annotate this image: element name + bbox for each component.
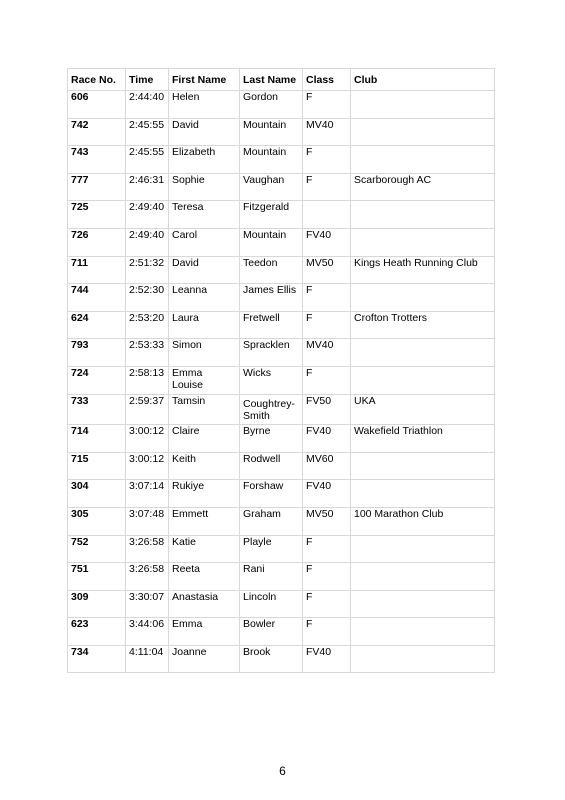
cell-first: Elizabeth	[169, 146, 240, 174]
cell-race: 715	[68, 452, 126, 480]
cell-first: Sophie	[169, 173, 240, 201]
cell-cls: FV40	[303, 425, 351, 453]
cell-time: 3:26:58	[126, 535, 169, 563]
cell-cls: FV40	[303, 480, 351, 508]
table-row	[68, 91, 495, 119]
cell-last: James Ellis	[240, 284, 303, 312]
table-row	[68, 146, 495, 174]
cell-club	[351, 563, 495, 591]
cell-last: Playle	[240, 535, 303, 563]
cell-club	[351, 146, 495, 174]
cell-first: David	[169, 256, 240, 284]
cell-first: Tamsin	[169, 394, 240, 425]
cell-club: 100 Marathon Club	[351, 507, 495, 535]
cell-cls: F	[303, 284, 351, 312]
cell-last: Bowler	[240, 618, 303, 646]
cell-time: 3:00:12	[126, 425, 169, 453]
cell-club	[351, 535, 495, 563]
cell-club: UKA	[351, 394, 495, 425]
header-first-name: First Name	[169, 69, 240, 91]
cell-race: 734	[68, 645, 126, 673]
cell-time: 2:45:55	[126, 146, 169, 174]
page-number: 6	[279, 764, 286, 778]
table-row	[68, 618, 495, 646]
cell-cls: FV40	[303, 228, 351, 256]
table-row	[68, 452, 495, 480]
cell-race: 733	[68, 394, 126, 425]
header-race-no: Race No.	[68, 69, 126, 91]
cell-club	[351, 590, 495, 618]
header-row	[68, 69, 495, 91]
cell-first: David	[169, 118, 240, 146]
cell-time: 2:53:33	[126, 339, 169, 367]
cell-last: Gordon	[240, 91, 303, 119]
cell-cls: F	[303, 146, 351, 174]
cell-time: 2:49:40	[126, 228, 169, 256]
cell-club	[351, 201, 495, 229]
cell-cls: F	[303, 311, 351, 339]
cell-race: 793	[68, 339, 126, 367]
cell-club	[351, 91, 495, 119]
cell-last: Mountain	[240, 118, 303, 146]
cell-club	[351, 452, 495, 480]
cell-first: Anastasia	[169, 590, 240, 618]
cell-first: Leanna	[169, 284, 240, 312]
cell-cls: F	[303, 91, 351, 119]
table-row	[68, 366, 495, 394]
cell-club: Crofton Trotters	[351, 311, 495, 339]
cell-last: Byrne	[240, 425, 303, 453]
cell-last: Rani	[240, 563, 303, 591]
cell-last: Forshaw	[240, 480, 303, 508]
cell-last: Mountain	[240, 146, 303, 174]
cell-club	[351, 228, 495, 256]
cell-first: Teresa	[169, 201, 240, 229]
cell-club: Scarborough AC	[351, 173, 495, 201]
cell-last: Graham	[240, 507, 303, 535]
cell-time: 2:59:37	[126, 394, 169, 425]
cell-cls: MV60	[303, 452, 351, 480]
cell-cls: F	[303, 563, 351, 591]
results-table	[67, 68, 495, 673]
cell-race: 304	[68, 480, 126, 508]
cell-last: Coughtrey-Smith	[240, 394, 303, 425]
cell-race: 714	[68, 425, 126, 453]
cell-last: Rodwell	[240, 452, 303, 480]
cell-race: 623	[68, 618, 126, 646]
cell-race: 777	[68, 173, 126, 201]
cell-race: 726	[68, 228, 126, 256]
cell-club	[351, 339, 495, 367]
cell-first: Helen	[169, 91, 240, 119]
cell-time: 2:44:40	[126, 91, 169, 119]
table-row	[68, 563, 495, 591]
cell-first: Emma Louise	[169, 366, 240, 394]
cell-last: Fretwell	[240, 311, 303, 339]
table-row	[68, 535, 495, 563]
cell-race: 744	[68, 284, 126, 312]
cell-cls: MV50	[303, 507, 351, 535]
cell-club: Wakefield Triathlon	[351, 425, 495, 453]
cell-race: 711	[68, 256, 126, 284]
cell-cls: F	[303, 590, 351, 618]
cell-time: 3:07:48	[126, 507, 169, 535]
cell-club	[351, 118, 495, 146]
cell-cls: FV40	[303, 645, 351, 673]
cell-time: 2:49:40	[126, 201, 169, 229]
cell-time: 2:58:13	[126, 366, 169, 394]
cell-time: 3:00:12	[126, 452, 169, 480]
cell-cls: F	[303, 366, 351, 394]
table-row	[68, 201, 495, 229]
table-row	[68, 425, 495, 453]
header-last-name: Last Name	[240, 69, 303, 91]
cell-last: Spracklen	[240, 339, 303, 367]
cell-club	[351, 366, 495, 394]
header-class: Class	[303, 69, 351, 91]
cell-time: 2:46:31	[126, 173, 169, 201]
cell-last: Mountain	[240, 228, 303, 256]
cell-cls: FV50	[303, 394, 351, 425]
table-row	[68, 507, 495, 535]
cell-cls	[303, 201, 351, 229]
cell-first: Emma	[169, 618, 240, 646]
header-time: Time	[126, 69, 169, 91]
cell-last: Vaughan	[240, 173, 303, 201]
cell-time: 2:51:32	[126, 256, 169, 284]
table-row	[68, 645, 495, 673]
cell-last: Wicks	[240, 366, 303, 394]
cell-cls: MV50	[303, 256, 351, 284]
cell-race: 742	[68, 118, 126, 146]
cell-race: 305	[68, 507, 126, 535]
cell-race: 725	[68, 201, 126, 229]
cell-time: 2:53:20	[126, 311, 169, 339]
cell-first: Claire	[169, 425, 240, 453]
cell-time: 4:11:04	[126, 645, 169, 673]
cell-club	[351, 645, 495, 673]
cell-last: Brook	[240, 645, 303, 673]
cell-first: Keith	[169, 452, 240, 480]
cell-race: 624	[68, 311, 126, 339]
cell-race: 606	[68, 91, 126, 119]
cell-cls: F	[303, 618, 351, 646]
cell-cls: MV40	[303, 339, 351, 367]
cell-time: 3:44:06	[126, 618, 169, 646]
table-row	[68, 228, 495, 256]
cell-last: Teedon	[240, 256, 303, 284]
table-row	[68, 284, 495, 312]
cell-first: Carol	[169, 228, 240, 256]
table-row	[68, 173, 495, 201]
table-row	[68, 339, 495, 367]
header-club: Club	[351, 69, 495, 91]
cell-first: Reeta	[169, 563, 240, 591]
cell-club	[351, 618, 495, 646]
cell-first: Emmett	[169, 507, 240, 535]
cell-race: 724	[68, 366, 126, 394]
table-row	[68, 118, 495, 146]
cell-first: Laura	[169, 311, 240, 339]
cell-last: Lincoln	[240, 590, 303, 618]
cell-cls: F	[303, 173, 351, 201]
cell-time: 2:45:55	[126, 118, 169, 146]
cell-race: 751	[68, 563, 126, 591]
cell-club	[351, 480, 495, 508]
cell-first: Rukiye	[169, 480, 240, 508]
cell-race: 743	[68, 146, 126, 174]
cell-time: 3:07:14	[126, 480, 169, 508]
cell-time: 2:52:30	[126, 284, 169, 312]
cell-cls: MV40	[303, 118, 351, 146]
table-row	[68, 590, 495, 618]
cell-first: Katie	[169, 535, 240, 563]
cell-race: 752	[68, 535, 126, 563]
cell-last: Fitzgerald	[240, 201, 303, 229]
cell-race: 309	[68, 590, 126, 618]
cell-first: Simon	[169, 339, 240, 367]
table-row	[68, 256, 495, 284]
table-row	[68, 480, 495, 508]
cell-club: Kings Heath Running Club	[351, 256, 495, 284]
cell-first: Joanne	[169, 645, 240, 673]
cell-cls: F	[303, 535, 351, 563]
cell-time: 3:30:07	[126, 590, 169, 618]
table-row	[68, 311, 495, 339]
cell-club	[351, 284, 495, 312]
table-row	[68, 394, 495, 425]
cell-time: 3:26:58	[126, 563, 169, 591]
